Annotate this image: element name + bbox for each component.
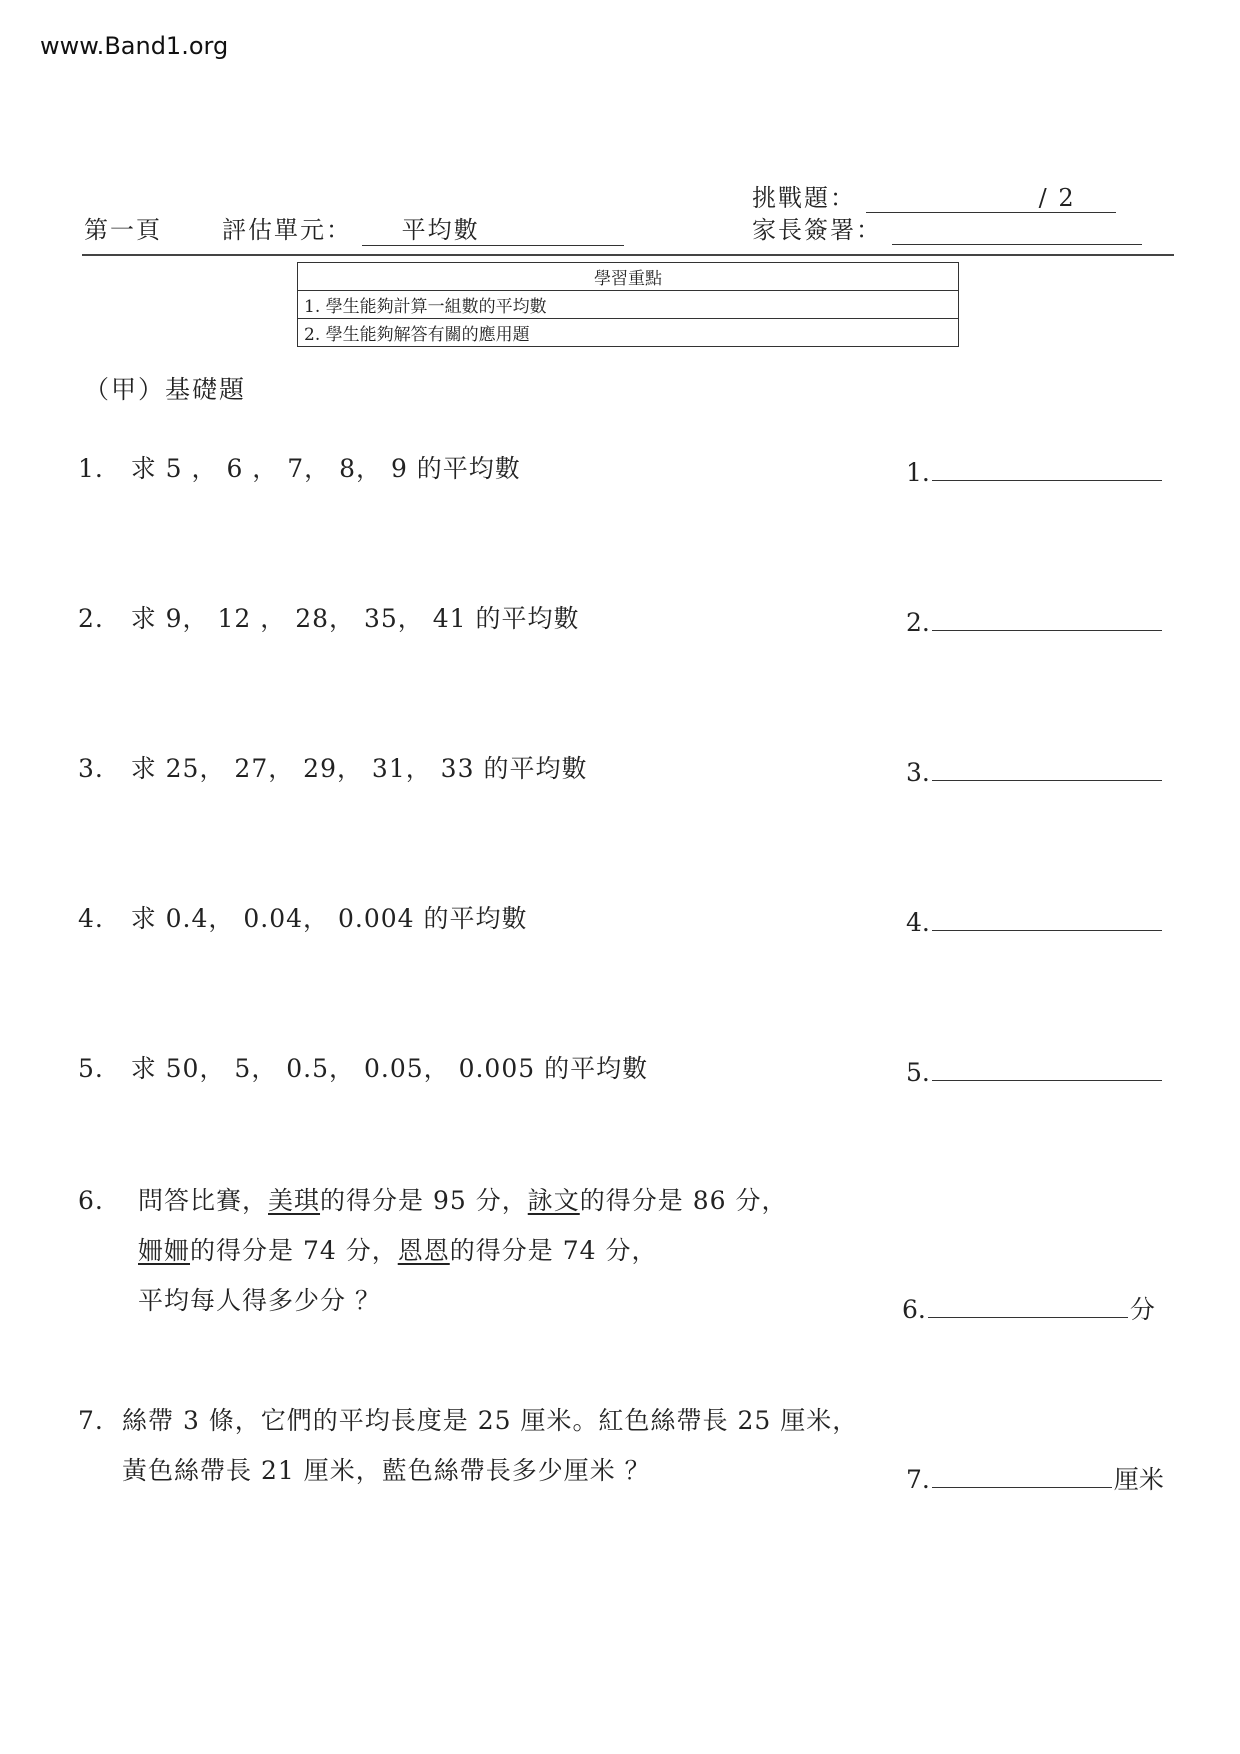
question-text: 求 0.4， 0.04， 0.004 的平均數 (130, 904, 528, 933)
answer-number: 1. (906, 458, 930, 487)
page-number: 第一頁 (84, 216, 162, 244)
challenge-field (752, 178, 1116, 213)
answer-4 (906, 908, 1162, 937)
student-name: 恩恩 (397, 1236, 450, 1265)
question-number: 3. (78, 754, 104, 783)
answer-5 (906, 1058, 1162, 1087)
answer-unit: 厘米 (1113, 1465, 1164, 1494)
question-2 (78, 606, 579, 631)
answer-blank[interactable] (932, 1079, 1162, 1081)
question-5 (78, 1056, 648, 1081)
learning-focus-table (297, 262, 959, 347)
question-1 (78, 456, 521, 481)
question-text: 求 50， 5， 0.5， 0.05， 0.005 的平均數 (130, 1054, 649, 1083)
question-7-line-2: 黃色絲帶長 21 厘米，藍色絲帶長多少厘米 ？ (122, 1456, 651, 1485)
question-6-line-3: 平均每人得多少分 ？ (138, 1286, 381, 1315)
question-3 (78, 756, 587, 781)
student-name: 詠文 (527, 1186, 580, 1215)
question-text: 求 9， 12 ， 28， 35， 41 的平均數 (130, 604, 580, 633)
answer-unit: 分 (1129, 1295, 1155, 1324)
student-name: 姍姍 (138, 1236, 191, 1265)
answer-blank[interactable] (932, 779, 1162, 781)
answer-6 (902, 1290, 1155, 1326)
question-6-line-1 (138, 1188, 787, 1213)
section-title: （甲）基礎題 (84, 375, 247, 404)
answer-7 (906, 1460, 1164, 1496)
parent-signature-field (752, 210, 1142, 245)
question-number: 2. (78, 604, 104, 633)
unit-value: 平均數 (362, 210, 624, 246)
answer-number: 4. (906, 908, 930, 937)
question-number: 4. (78, 904, 104, 933)
answer-blank[interactable] (932, 1486, 1112, 1488)
learning-focus-item: 2. 學生能夠解答有關的應用題 (298, 319, 959, 347)
question-text: 求 25， 27， 29， 31， 33 的平均數 (130, 754, 588, 783)
answer-blank[interactable] (932, 929, 1162, 931)
answer-blank[interactable] (932, 479, 1162, 481)
learning-focus-title: 學習重點 (298, 263, 959, 291)
answer-number: 7. (906, 1465, 930, 1494)
answer-1 (906, 458, 1162, 487)
answer-number: 5. (906, 1058, 930, 1087)
learning-focus-item: 1. 學生能夠計算一組數的平均數 (298, 291, 959, 319)
question-text: 問答比賽， (138, 1186, 269, 1215)
answer-number: 6. (902, 1295, 926, 1324)
challenge-label: 挑戰題： (752, 184, 856, 212)
unit-label: 評估單元： (222, 216, 352, 244)
question-text: 的得分是 95 分， (320, 1186, 528, 1215)
answer-number: 2. (906, 608, 930, 637)
challenge-score: / 2 (866, 184, 1116, 213)
question-6-number: 6. (78, 1186, 104, 1215)
answer-blank[interactable] (932, 629, 1162, 631)
question-6-line-2 (138, 1238, 657, 1263)
site-url: www.Band1.org (40, 32, 229, 60)
question-text: 的得分是 86 分， (579, 1186, 788, 1215)
question-text: 的得分是 74 分， (449, 1236, 658, 1265)
parent-signature-label: 家長簽署： (752, 216, 882, 244)
student-name: 美琪 (268, 1186, 321, 1215)
question-text: 求 5 ， 6 ， 7， 8， 9 的平均數 (130, 454, 521, 483)
answer-3 (906, 758, 1162, 787)
parent-signature-line (892, 218, 1142, 245)
unit-field (222, 210, 624, 246)
question-7-line-1: 絲帶 3 條，它們的平均長度是 25 厘米。紅色絲帶長 25 厘米， (122, 1406, 859, 1435)
header-rule (82, 254, 1174, 256)
question-4 (78, 906, 527, 931)
answer-blank[interactable] (928, 1316, 1128, 1318)
answer-2 (906, 608, 1162, 637)
question-number: 1. (78, 454, 104, 483)
question-number: 5. (78, 1054, 104, 1083)
question-7-number: 7. (78, 1406, 104, 1435)
answer-number: 3. (906, 758, 930, 787)
question-text: 的得分是 74 分， (190, 1236, 398, 1265)
